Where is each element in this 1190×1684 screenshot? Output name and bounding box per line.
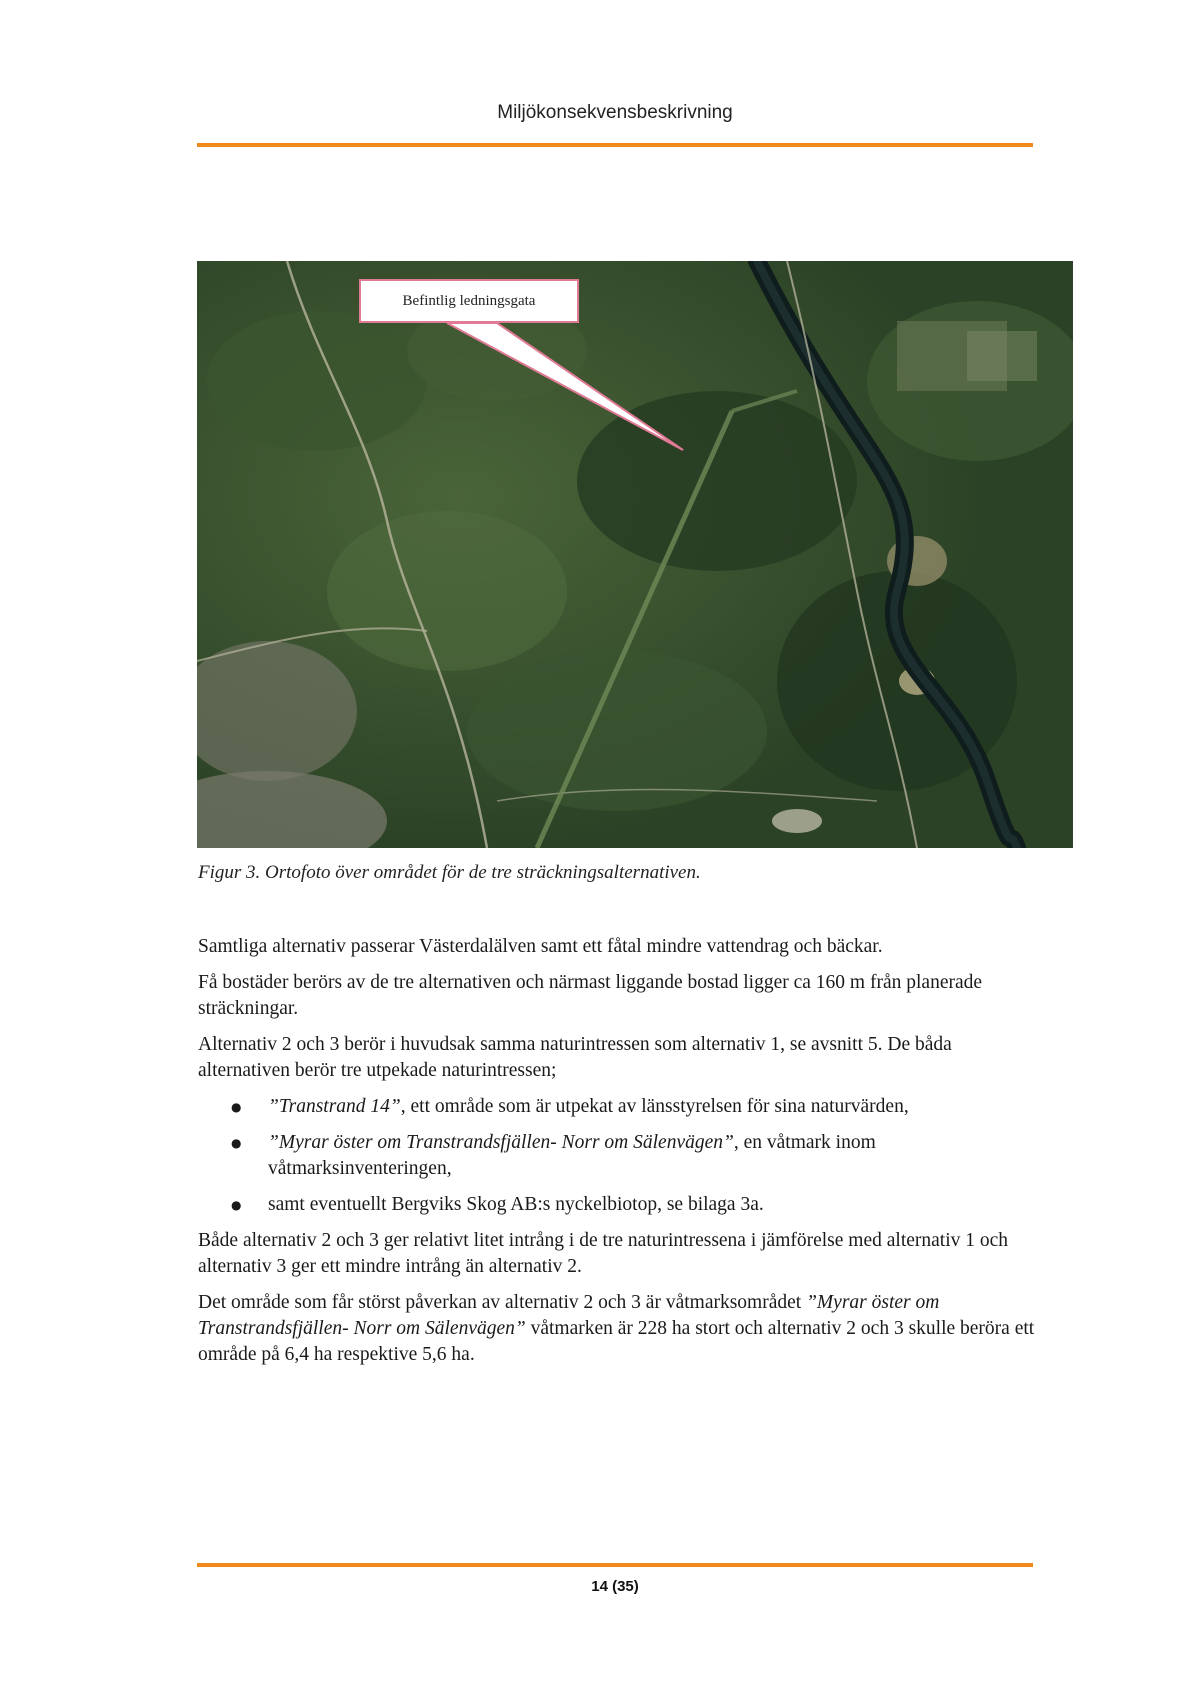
list-item: [198, 1094, 1038, 1120]
callout-label: Befintlig ledningsgata: [359, 279, 579, 323]
list-item-text: , en våtmark inom våtmarksinventeringen,: [268, 1132, 876, 1179]
footer-rule: [197, 1563, 1033, 1567]
bullet-icon: ●: [231, 1136, 242, 1150]
list-item-italic: ”Myrar öster om Transtrandsfjällen- Norr om Sälenvägen”: [268, 1132, 734, 1153]
orthophoto-map: [197, 261, 1073, 848]
paragraph-1: Samtliga alternativ passerar Västerdalälven samt ett fåtal mindre vattendrag och bäckar.: [198, 936, 883, 957]
bullet-list: [198, 1094, 1038, 1218]
bullet-icon: ●: [231, 1100, 242, 1114]
list-item: [198, 1130, 1038, 1182]
paragraph-5-italic: ”Myrar öster om Transtrandsfjällen- Norr om Sälenvägen”: [198, 1292, 940, 1339]
figure-caption: Figur 3. Ortofoto över området för de tre sträckningsalternativen.: [198, 862, 701, 883]
list-item-italic: ”Transtrand 14”: [268, 1096, 401, 1117]
list-item-text: samt eventuellt Bergviks Skog AB:s nyckelbiotop, se bilaga 3a.: [268, 1194, 764, 1215]
page-number: 14 (35): [591, 1578, 639, 1595]
header-rule: [197, 143, 1033, 147]
paragraph-2: Få bostäder berörs av de tre alternativen och närmast liggande bostad ligger ca 160 m från planerade sträckningar.: [198, 972, 983, 1019]
body-text: [198, 934, 1038, 1378]
list-item-text: , ett område som är utpekat av länsstyrelsen för sina naturvärden,: [400, 1096, 909, 1117]
paragraph-4: Både alternativ 2 och 3 ger relativt litet intrång i de tre naturintressena i jämförelse med alternativ 1 och alternativ 3 ger ett mindre intrång än alternativ 2.: [198, 1230, 1009, 1277]
paragraph-5-end: våtmarken är 228 ha stort och alternativ 2 och 3 skulle beröra ett område på 6,4 ha respektive 5,6 ha.: [198, 1318, 1035, 1365]
paragraph-5-start: Det område som får störst påverkan av alternativ 2 och 3 är våtmarksområdet: [198, 1292, 807, 1313]
list-item: [198, 1192, 1038, 1218]
paragraph-3: Alternativ 2 och 3 berör i huvudsak samma naturintressen som alternativ 1, se avsnitt 5. De båda alternativen berör tre utpekade naturintressen;: [198, 1034, 952, 1081]
page-header-title: Miljökonsekvensbeskrivning: [497, 102, 733, 123]
bullet-icon: ●: [231, 1198, 242, 1212]
paragraph-5: [198, 1290, 1038, 1368]
